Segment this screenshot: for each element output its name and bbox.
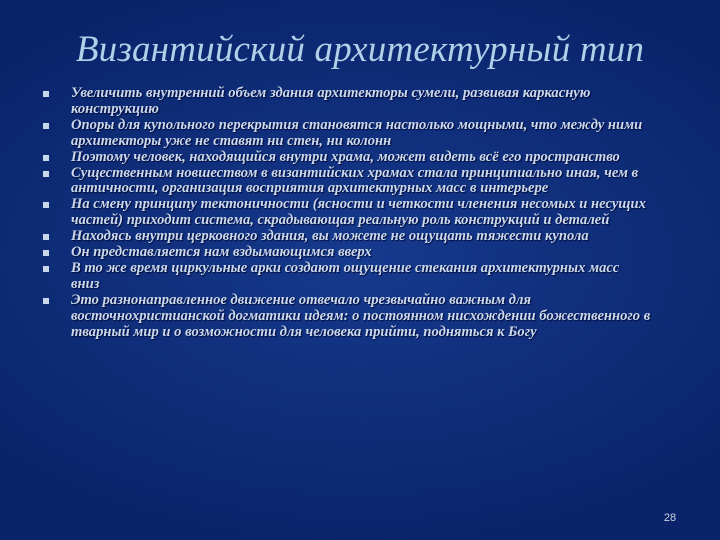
bullet-text-line: Находясь внутри церковного здания, вы можете не ощущать тяжести купола — [71, 228, 589, 245]
bullet-item — [0, 229, 720, 245]
square-bullet-icon — [43, 171, 49, 177]
bullet-text-line: конструкцию — [71, 100, 159, 117]
square-bullet-icon — [43, 298, 49, 304]
bullet-text-line: Это разнонаправленное движение отвечало чрезвычайно важным для — [71, 291, 532, 308]
page-number: 28 — [663, 512, 677, 524]
square-bullet-icon — [43, 91, 49, 97]
square-bullet-icon — [43, 202, 49, 208]
square-bullet-icon — [43, 266, 49, 272]
bullet-item — [0, 118, 720, 150]
bullet-text-line: Поэтому человек, находящийся внутри храма, может видеть всё его пространство — [71, 148, 620, 165]
bullet-text-line: античности, организация восприятия архитектурных масс в интерьере — [71, 180, 549, 197]
bullet-item — [0, 197, 720, 229]
bullet-text-line: Увеличить внутренний объем здания архитекторы сумели, развивая каркасную — [71, 85, 591, 101]
bullet-item — [0, 261, 720, 293]
slide-title: Византийский архитектурный тип — [75, 29, 645, 70]
bullet-text-line: архитекторы уже не ставят ни стен, ни колонн — [71, 132, 392, 149]
bullet-list — [0, 86, 720, 341]
bullet-text-line: В то же время циркульные арки создают ощущение стекания архитектурных масс — [71, 259, 620, 276]
bullet-text-line: На смену принципу тектоничности (ясности и четкости членения несомых и несущих — [71, 196, 646, 213]
bullet-item — [0, 293, 720, 341]
bullet-text-line: Он представляется нам вздымающимся вверх — [71, 244, 372, 261]
bullet-item — [0, 245, 720, 261]
bullet-text-line: восточнохристианской догматики идеям: о постоянном нисхождении божественного в — [71, 307, 651, 324]
square-bullet-icon — [43, 123, 49, 129]
square-bullet-icon — [43, 155, 49, 161]
bullet-item — [0, 86, 720, 118]
bullet-item — [0, 166, 720, 198]
bullet-text-line: Существенным новшеством в византийских храмах стала принципиально иная, чем в — [71, 164, 639, 181]
bullet-text-line: вниз — [71, 275, 100, 292]
square-bullet-icon — [43, 250, 49, 256]
bullet-item — [0, 150, 720, 166]
square-bullet-icon — [43, 234, 49, 240]
bullet-text-line: Опоры для купольного перекрытия становятся настолько мощными, что между ними — [71, 116, 643, 133]
bullet-text-line: тварный мир и о возможности для человека прийти, подняться к Богу — [71, 323, 537, 340]
bullet-text-line: частей) приходит система, скрадывающая реальную роль конструкций и деталей — [71, 212, 610, 229]
